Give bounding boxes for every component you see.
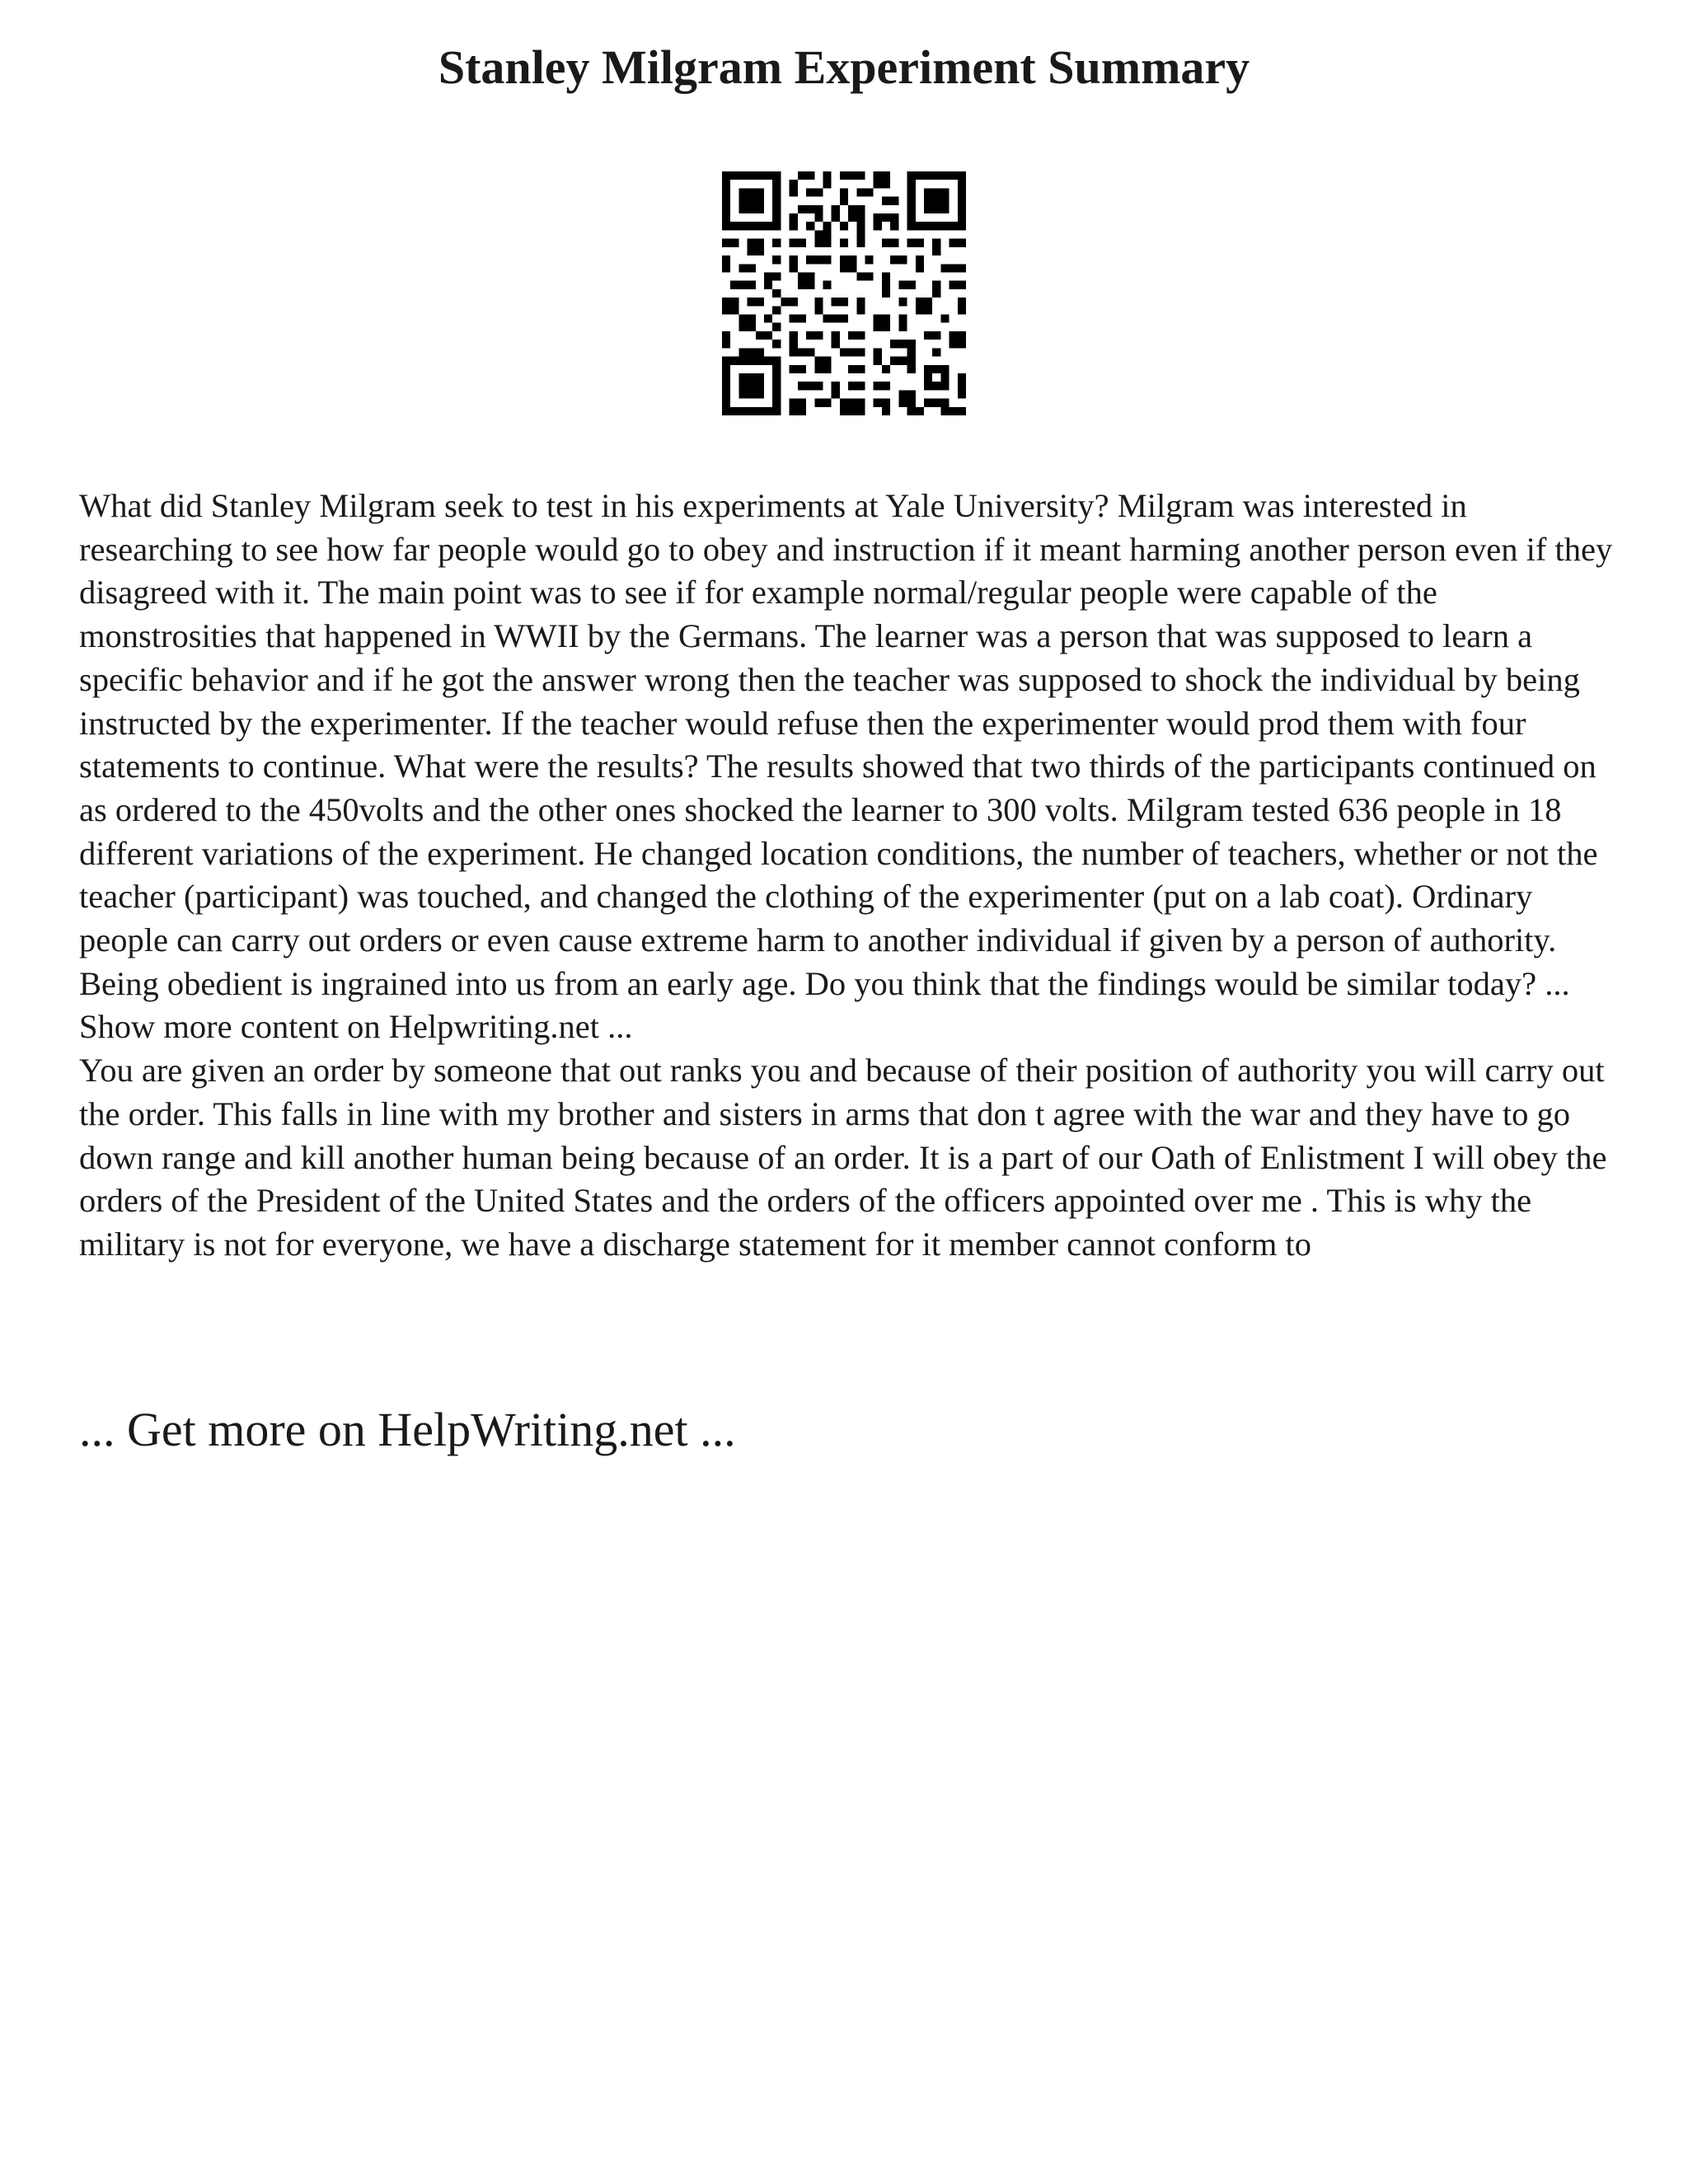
qr-code-icon — [722, 171, 966, 415]
body-paragraph: What did Stanley Milgram seek to test in his experiments at Yale University? Milgram was interested in researching to see how far people would go to obey and instruction if it meant harming another person even if they disagreed with it. The main point was to see if for example normal/regular people were capable of the monstrosities that happened in WWII by the Germans. The learner was a person that was supposed to learn a specific behavior and if he got the answer wrong then the teacher was supposed to shock the individual by being instructed by the experimenter. If the teacher would refuse then the experimenter would prod them with four statements to continue. What were the results? The results showed that two thirds of the participants continued on as ordered to the 450volts and the other ones shocked the learner to 300 volts. Milgram tested 636 people in 18 different variations of the experiment. He changed location conditions, the number of teachers, whether or not the teacher (participant) was touched, and changed the clothing of the experimenter (put on a lab coat). Ordinary people can carry out orders or even cause extreme harm to another individual if given by a person of authority. Being obedient is ingrained into us from an early age. Do you think that the findings would be similar today? ... Show more content on Helpwriting.net ... — [79, 487, 1613, 1046]
page-title: Stanley Milgram Experiment Summary — [438, 40, 1250, 94]
body-paragraph: You are given an order by someone that out ranks you and because of their position of authority you will carry out the order. This falls in line with my brother and sisters in arms that don t agree with the war and they have to go down range and kill another human being because of an order. It is a part of our Oath of Enlistment I will obey the orders of the President of the United States and the orders of the officers appointed over me . This is why the military is not for everyone, we have a discharge statement for it member cannot conform to — [79, 1052, 1607, 1263]
get-more-link[interactable]: ... Get more on HelpWriting.net ... — [79, 1403, 736, 1456]
document-body — [79, 485, 1620, 1267]
qr-code — [722, 171, 966, 415]
